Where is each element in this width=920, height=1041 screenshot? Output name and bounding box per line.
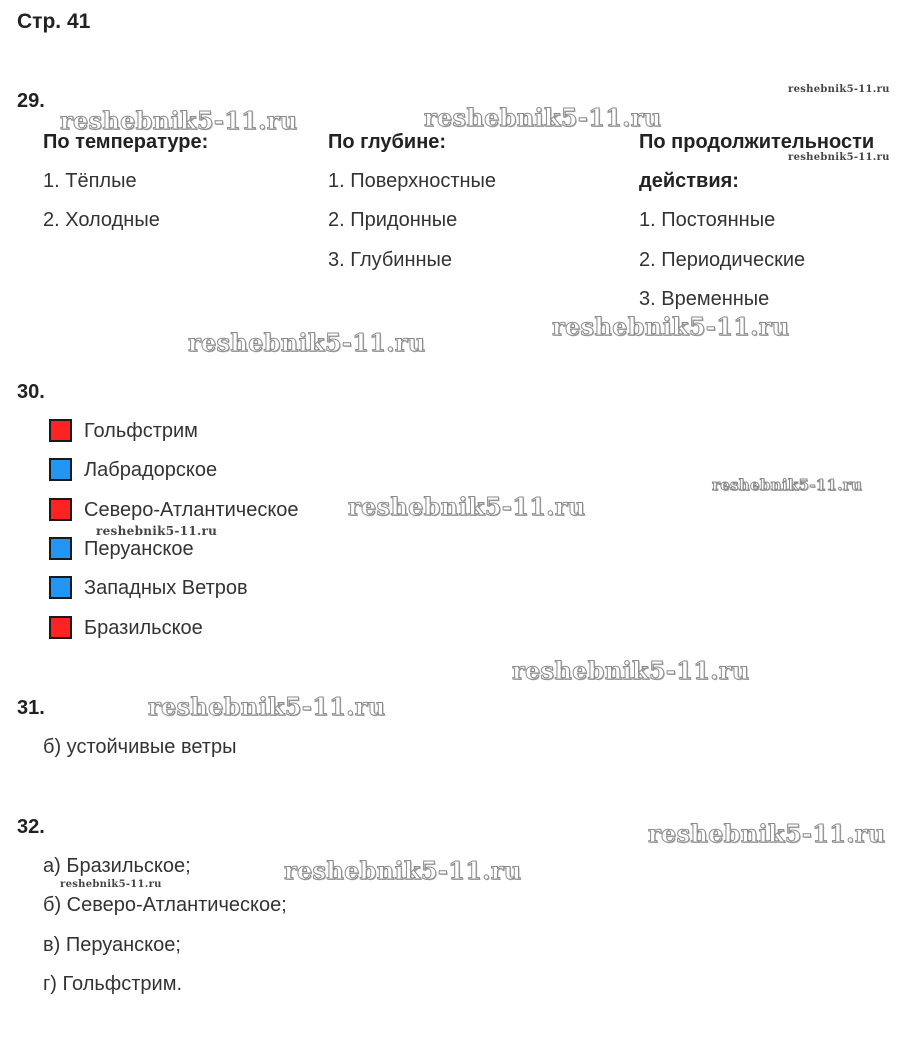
current-color-box bbox=[49, 616, 72, 639]
question-29-number: 29. bbox=[17, 90, 45, 112]
question-30-number: 30. bbox=[17, 381, 45, 403]
duration-header-line-2: действия: bbox=[639, 170, 739, 192]
depth-header: По глубине: bbox=[328, 131, 447, 153]
question-32-answer-a: а) Бразильское; bbox=[43, 855, 191, 877]
question-31-answer: б) устойчивые ветры bbox=[43, 736, 237, 758]
page-label: Стр. 41 bbox=[17, 10, 91, 33]
watermark: reshebnik5-11.ru bbox=[788, 152, 890, 163]
watermark: reshebnik5-11.ru bbox=[512, 656, 750, 685]
duration-item-3: 3. Временные bbox=[639, 288, 770, 310]
watermark: reshebnik5-11.ru bbox=[60, 106, 298, 135]
current-color-box bbox=[49, 458, 72, 481]
watermark: reshebnik5-11.ru bbox=[424, 103, 662, 132]
question-31-number: 31. bbox=[17, 697, 45, 719]
watermark: reshebnik5-11.ru bbox=[188, 328, 426, 357]
question-32-number: 32. bbox=[17, 816, 45, 838]
watermark: reshebnik5-11.ru bbox=[712, 476, 863, 494]
current-color-box bbox=[49, 498, 72, 521]
current-name: Северо-Атлантическое bbox=[84, 499, 299, 521]
question-32-answer-c: в) Перуанское; bbox=[43, 934, 181, 956]
watermark: reshebnik5-11.ru bbox=[648, 819, 886, 848]
duration-item-2: 2. Периодические bbox=[639, 249, 806, 271]
watermark: reshebnik5-11.ru bbox=[788, 84, 890, 95]
current-color-box bbox=[49, 576, 72, 599]
current-name: Гольфстрим bbox=[84, 420, 198, 442]
watermark: reshebnik5-11.ru bbox=[148, 692, 386, 721]
duration-item-1: 1. Постоянные bbox=[639, 209, 776, 231]
current-name: Бразильское bbox=[84, 617, 203, 639]
current-name: Западных Ветров bbox=[84, 577, 248, 599]
watermark: reshebnik5-11.ru bbox=[96, 524, 218, 538]
current-name: Лабрадорское bbox=[84, 459, 218, 481]
watermark: reshebnik5-11.ru bbox=[284, 856, 522, 885]
watermark: reshebnik5-11.ru bbox=[552, 312, 790, 341]
watermark: reshebnik5-11.ru bbox=[60, 879, 162, 890]
temperature-item-1: 1. Тёплые bbox=[43, 170, 137, 192]
temperature-header: По температуре: bbox=[43, 131, 209, 153]
depth-item-3: 3. Глубинные bbox=[328, 249, 453, 271]
current-name: Перуанское bbox=[84, 538, 194, 560]
watermark: reshebnik5-11.ru bbox=[348, 492, 586, 521]
depth-item-2: 2. Придонные bbox=[328, 209, 458, 231]
depth-item-1: 1. Поверхностные bbox=[328, 170, 497, 192]
current-color-box bbox=[49, 537, 72, 560]
question-32-answer-d: г) Гольфстрим. bbox=[43, 973, 182, 995]
current-color-box bbox=[49, 419, 72, 442]
duration-header-line-1: По продолжительности bbox=[639, 131, 875, 153]
question-32-answer-b: б) Северо-Атлантическое; bbox=[43, 894, 287, 916]
temperature-item-2: 2. Холодные bbox=[43, 209, 160, 231]
